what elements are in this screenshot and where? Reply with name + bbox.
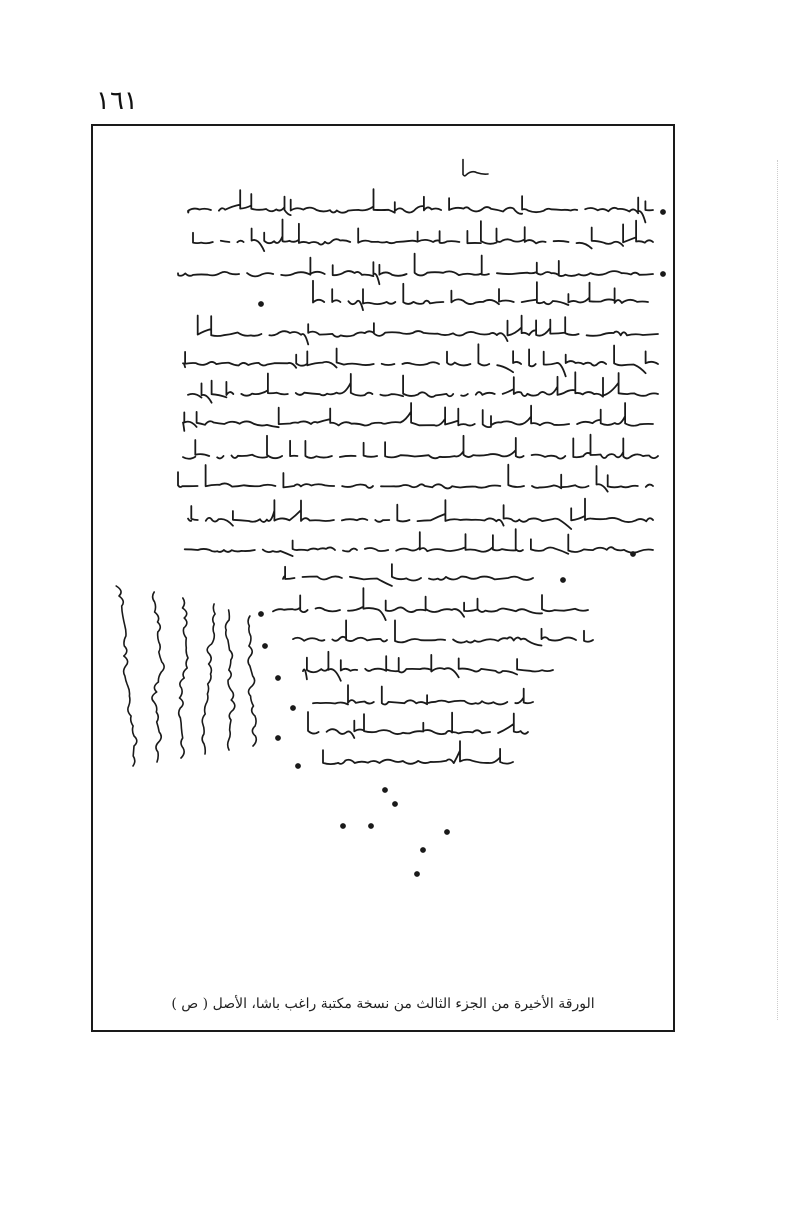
colophon-dot <box>415 872 420 877</box>
colophon-line <box>273 588 588 620</box>
ink-dot <box>259 302 264 307</box>
manuscript-text-line <box>178 254 653 285</box>
ink-dot <box>661 272 666 277</box>
colophon-dot <box>445 830 450 835</box>
colophon-dot <box>291 706 296 711</box>
manuscript-text-line <box>183 403 653 431</box>
margin-annotation <box>116 586 137 766</box>
colophon-dot <box>259 612 264 617</box>
scan-artifact <box>777 160 779 1020</box>
manuscript-text-line <box>183 344 658 376</box>
colophon-dot <box>341 824 346 829</box>
margin-annotation <box>248 616 256 746</box>
manuscript-text-line <box>193 220 653 252</box>
manuscript-text-line <box>183 435 658 459</box>
margin-annotation <box>152 592 164 762</box>
manuscript-frame <box>91 124 675 1032</box>
colophon-dot <box>383 788 388 793</box>
manuscript-text-line <box>188 372 658 402</box>
colophon-line <box>303 652 553 681</box>
manuscript-text-line <box>170 465 653 492</box>
colophon-dot <box>421 848 426 853</box>
figure-caption: الورقة الأخيرة من الجزء الثالث من نسخة مكتبة راغب باشا، الأصل ( ص ) <box>171 996 595 1012</box>
colophon-dot <box>561 578 566 583</box>
manuscript-image <box>93 126 673 986</box>
manuscript-text-line <box>190 316 658 345</box>
colophon-dot <box>369 824 374 829</box>
margin-annotation <box>202 604 215 754</box>
margin-annotation <box>179 598 188 758</box>
colophon-line <box>308 712 528 738</box>
colophon-line <box>293 620 593 645</box>
manuscript-text-line <box>313 281 648 310</box>
colophon-line <box>283 564 533 586</box>
colophon-dot <box>296 764 301 769</box>
manuscript-text-line <box>180 189 653 222</box>
manuscript-text-line <box>188 499 653 529</box>
colophon-line <box>313 685 533 704</box>
colophon-dot <box>393 802 398 807</box>
ink-dot <box>631 552 636 557</box>
ink-dot <box>661 210 666 215</box>
page-number: ١٦١ <box>96 86 138 116</box>
colophon-line <box>323 741 513 767</box>
header-flourish <box>463 160 488 176</box>
manuscript-text-line <box>177 529 653 556</box>
colophon-dot <box>263 644 268 649</box>
colophon-dot <box>276 736 281 741</box>
margin-annotation <box>225 610 234 750</box>
colophon-dot <box>276 676 281 681</box>
